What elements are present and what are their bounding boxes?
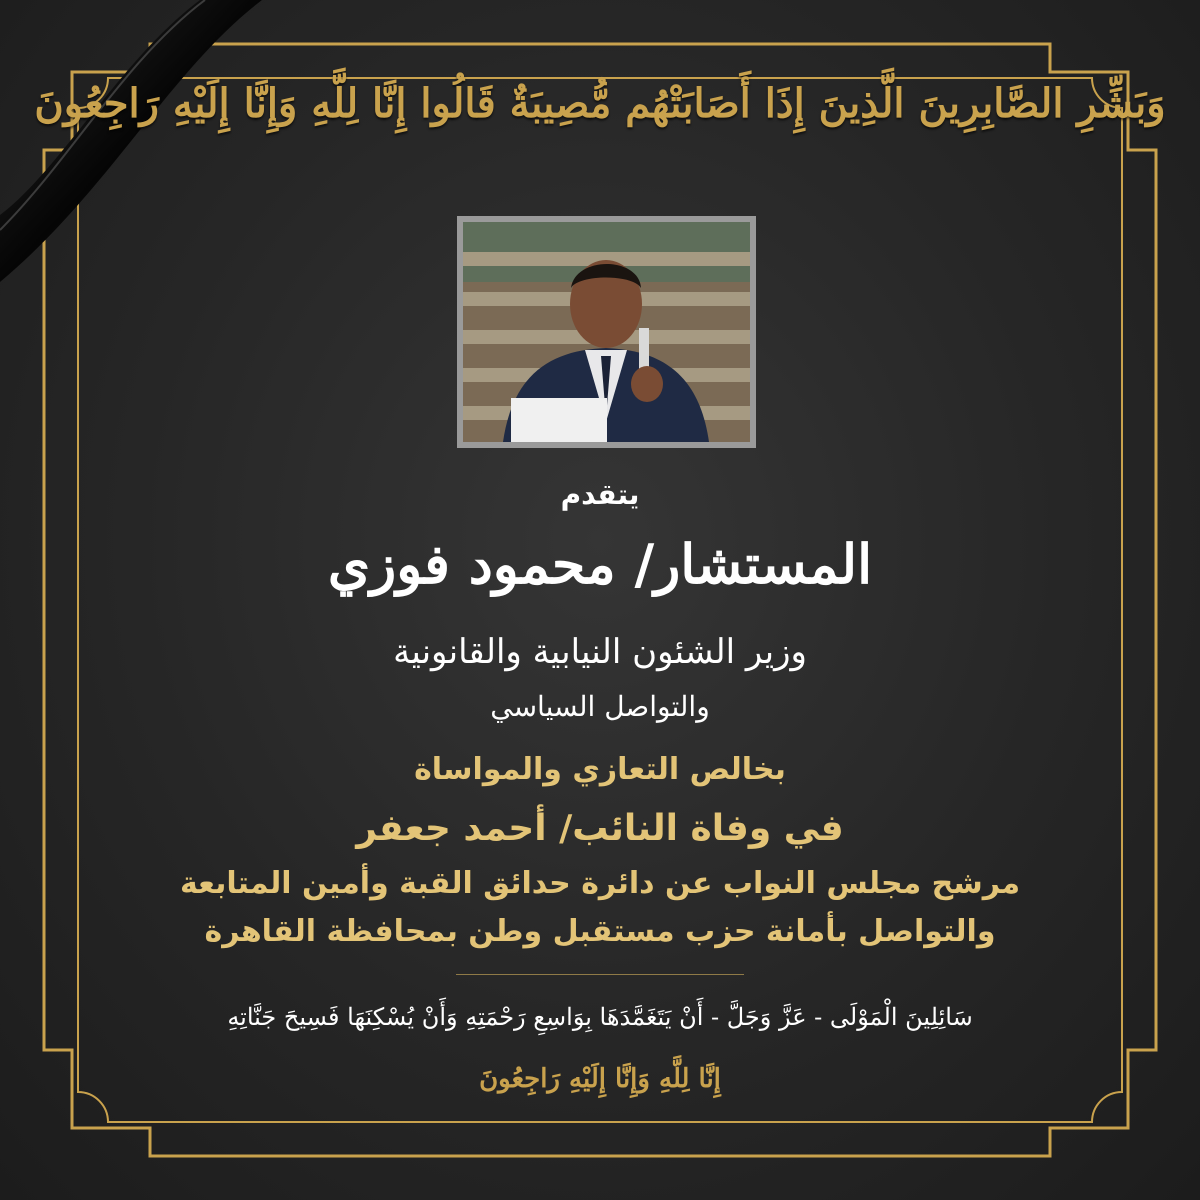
condolence-line2: في وفاة النائب/ أحمد جعفر bbox=[356, 808, 844, 849]
portrait-photo bbox=[457, 216, 756, 448]
deceased-description-line2: والتواصل بأمانة حزب مستقبل وطن بمحافظة القاهرة bbox=[204, 914, 996, 949]
sender-title-line2: والتواصل السياسي bbox=[490, 690, 710, 723]
sender-name: المستشار/ محمود فوزي bbox=[327, 532, 873, 596]
header-verse: وَبَشِّرِ الصَّابِرِينَ الَّذِينَ إِذَا أَصَابَتْهُم مُّصِيبَةٌ قَالُوا إِنَّا لِلَّهِ وَإِنَّا إِلَيْهِ رَاجِعُونَ bbox=[34, 80, 1166, 127]
divider bbox=[456, 974, 744, 975]
deceased-description-line1: مرشح مجلس النواب عن دائرة حدائق القبة وأمين المتابعة bbox=[179, 866, 1021, 901]
condolence-line1: بخالص التعازي والمواساة bbox=[414, 752, 786, 787]
presents-label: يتقدم bbox=[560, 478, 640, 511]
sender-title-line1: وزير الشئون النيابية والقانونية bbox=[393, 632, 807, 672]
portrait-image bbox=[463, 222, 750, 442]
mourning-ribbon bbox=[0, 0, 420, 300]
footer-verse: إِنَّا لِلَّهِ وَإِنَّا إِلَيْهِ رَاجِعُونَ bbox=[479, 1064, 721, 1094]
prayer-text: سَائِلِينَ الْمَوْلَى - عَزَّ وَجَلَّ - أَنْ يَتَغَمَّدَهَا بِوَاسِعِ رَحْمَتِهِ وَأَنْ يُسْكِنَهَا فَسِيحَ جَنَّاتِهِ bbox=[227, 1003, 973, 1031]
